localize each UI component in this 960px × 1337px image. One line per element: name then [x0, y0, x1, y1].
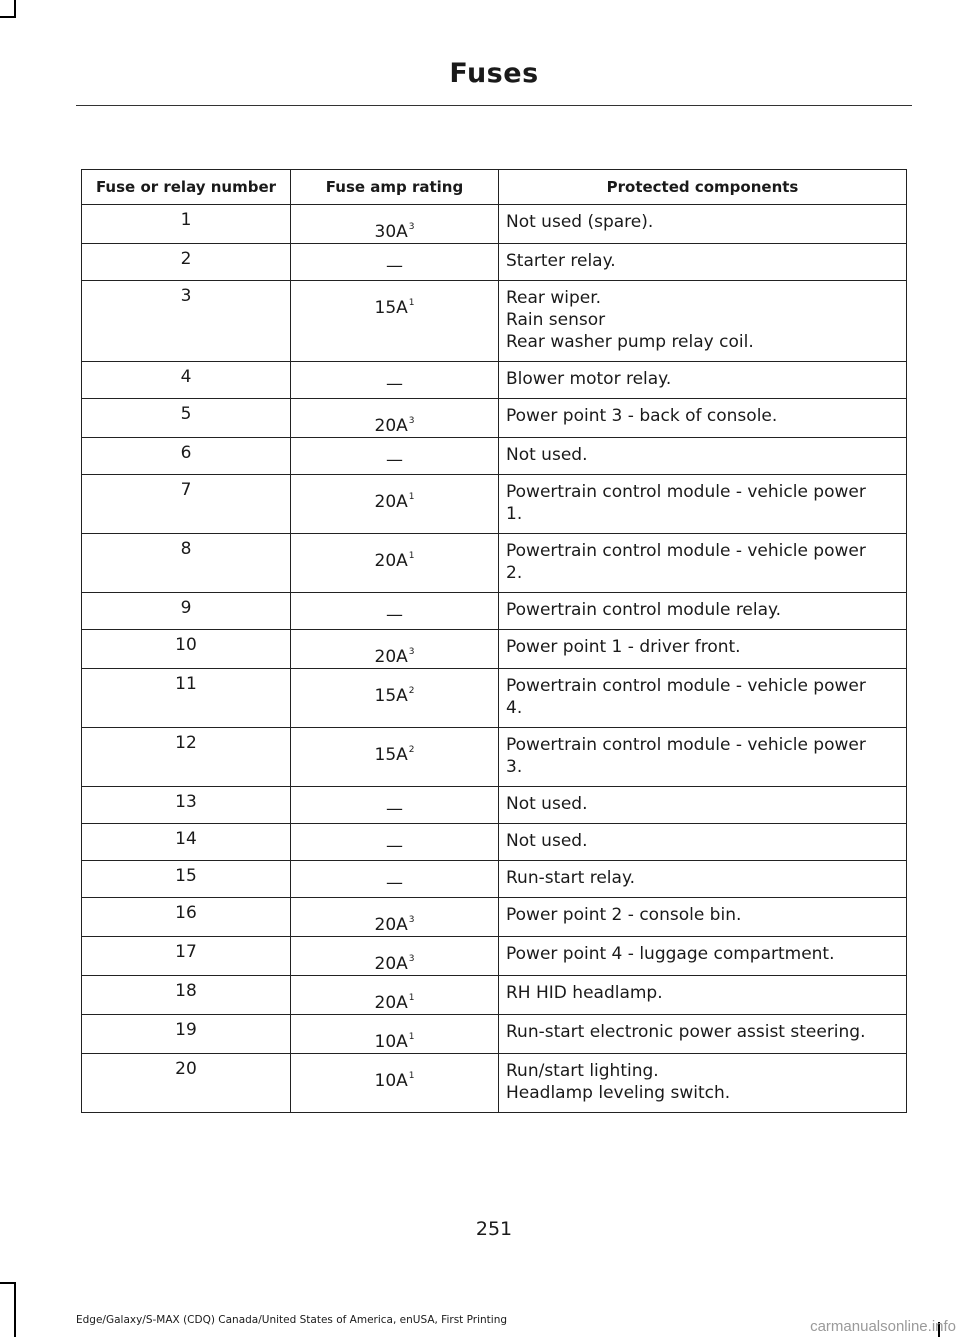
protected-components-cell [499, 593, 907, 630]
fuse-number-cell: 7 [82, 475, 291, 534]
fuse-number-cell: 19 [82, 1015, 291, 1054]
amp-rating-cell [291, 1015, 499, 1054]
crop-mark-top-left-h [0, 16, 16, 18]
amp-rating-value: 20A [374, 993, 408, 1013]
fuse-number-cell: 6 [82, 438, 291, 475]
table-row [82, 669, 907, 728]
amp-rating-cell [291, 244, 499, 281]
fuse-number-cell: 14 [82, 824, 291, 861]
protected-components-cell [499, 630, 907, 669]
component-line: Starter relay. [506, 251, 616, 271]
fuse-number-cell: 12 [82, 728, 291, 787]
crop-mark-bottom-left-h [0, 1282, 16, 1284]
protected-components-cell [499, 281, 907, 362]
amp-rating-value: 15A [374, 686, 408, 706]
fuse-number-cell: 9 [82, 593, 291, 630]
component-line: Not used. [506, 831, 588, 851]
amp-rating-value: — [386, 256, 403, 276]
protected-components-cell [499, 475, 907, 534]
table-row [82, 824, 907, 861]
table-row [82, 976, 907, 1015]
protected-components-cell [499, 362, 907, 399]
footnote-marker: 1 [408, 1032, 415, 1042]
amp-rating-value: 20A [374, 416, 408, 436]
protected-components-cell [499, 728, 907, 787]
fuse-number-cell: 16 [82, 898, 291, 937]
footnote-marker: 1 [408, 298, 415, 308]
amp-rating-value: 20A [374, 915, 408, 935]
protected-components-cell [499, 824, 907, 861]
footnote-marker: 2 [408, 686, 415, 696]
footnote-marker: 3 [408, 954, 415, 964]
column-header-components: Protected components [499, 170, 907, 205]
amp-rating-cell [291, 728, 499, 787]
amp-rating-cell [291, 976, 499, 1015]
amp-rating-value: — [386, 836, 403, 856]
component-line: Rain sensor [506, 310, 606, 330]
footnote-marker: 3 [408, 416, 415, 426]
amp-rating-value: — [386, 799, 403, 819]
protected-components-cell [499, 534, 907, 593]
table-row [82, 898, 907, 937]
protected-components-cell [499, 669, 907, 728]
protected-components-cell [499, 861, 907, 898]
component-line: Powertrain control module - vehicle power [506, 482, 866, 502]
amp-rating-value: 15A [374, 745, 408, 765]
amp-rating-cell [291, 861, 499, 898]
amp-rating-cell [291, 475, 499, 534]
fuse-number-cell: 1 [82, 205, 291, 244]
column-header-number: Fuse or relay number [82, 170, 291, 205]
protected-components-cell [499, 1015, 907, 1054]
amp-rating-value: 10A [374, 1032, 408, 1052]
footnote-marker: 1 [408, 551, 415, 561]
table-row [82, 787, 907, 824]
component-line: Not used. [506, 445, 588, 465]
component-line: Run/start lighting. [506, 1061, 659, 1081]
amp-rating-cell [291, 630, 499, 669]
protected-components-cell [499, 976, 907, 1015]
amp-rating-value: 15A [374, 298, 408, 318]
fuse-number-cell: 8 [82, 534, 291, 593]
fuse-table-body [82, 205, 907, 1113]
amp-rating-cell [291, 898, 499, 937]
amp-rating-cell [291, 438, 499, 475]
protected-components-cell [499, 205, 907, 244]
amp-rating-cell [291, 1054, 499, 1113]
amp-rating-value: — [386, 873, 403, 893]
amp-rating-value: 20A [374, 647, 408, 667]
amp-rating-value: — [386, 374, 403, 394]
fuse-number-cell: 10 [82, 630, 291, 669]
footer-text: Edge/Galaxy/S-MAX (CDQ) Canada/United States of America, enUSA, First Printing [76, 1314, 508, 1326]
amp-rating-cell [291, 937, 499, 976]
fuse-number-cell: 15 [82, 861, 291, 898]
amp-rating-value: 30A [374, 222, 408, 242]
component-line: Power point 2 - console bin. [506, 905, 742, 925]
fuse-number-cell: 5 [82, 399, 291, 438]
component-line: Rear washer pump relay coil. [506, 332, 754, 352]
amp-rating-cell [291, 593, 499, 630]
amp-rating-value: 20A [374, 954, 408, 974]
protected-components-cell [499, 898, 907, 937]
crop-mark-bottom-left [14, 1282, 16, 1337]
protected-components-cell [499, 787, 907, 824]
component-line: Headlamp leveling switch. [506, 1083, 731, 1103]
table-row [82, 861, 907, 898]
column-header-amp: Fuse amp rating [291, 170, 499, 205]
protected-components-cell [499, 244, 907, 281]
table-header-row [82, 170, 907, 205]
footnote-marker: 3 [408, 915, 415, 925]
page-number: 251 [475, 1218, 513, 1240]
amp-rating-cell [291, 534, 499, 593]
page-title: Fuses [449, 58, 539, 89]
component-line: Not used (spare). [506, 212, 654, 232]
component-line: Powertrain control module relay. [506, 600, 782, 620]
fuse-number-cell: 13 [82, 787, 291, 824]
component-line: Powertrain control module - vehicle power [506, 541, 866, 561]
fuse-number-cell: 17 [82, 937, 291, 976]
table-row [82, 244, 907, 281]
amp-rating-value: 10A [374, 1071, 408, 1091]
footnote-marker: 1 [408, 993, 415, 1003]
component-line: Powertrain control module - vehicle power [506, 676, 866, 696]
fuse-number-cell: 2 [82, 244, 291, 281]
amp-rating-cell [291, 205, 499, 244]
amp-rating-cell [291, 669, 499, 728]
fuse-number-cell: 3 [82, 281, 291, 362]
table-row [82, 438, 907, 475]
table-row [82, 534, 907, 593]
amp-rating-value: — [386, 605, 403, 625]
amp-rating-value: 20A [374, 551, 408, 571]
fuse-table [81, 169, 907, 1113]
component-line: 3. [506, 757, 523, 777]
table-row [82, 937, 907, 976]
fuse-number-cell: 4 [82, 362, 291, 399]
footnote-marker: 3 [408, 647, 415, 657]
component-line: Power point 1 - driver front. [506, 637, 741, 657]
component-line: Blower motor relay. [506, 369, 672, 389]
protected-components-cell [499, 399, 907, 438]
watermark-text: carmanualsonline.info [810, 1318, 956, 1335]
component-line: Power point 3 - back of console. [506, 406, 778, 426]
table-row [82, 1054, 907, 1113]
table-row [82, 475, 907, 534]
amp-rating-cell [291, 399, 499, 438]
amp-rating-cell [291, 362, 499, 399]
table-row [82, 281, 907, 362]
table-row [82, 593, 907, 630]
protected-components-cell [499, 937, 907, 976]
amp-rating-cell [291, 787, 499, 824]
component-line: 4. [506, 698, 523, 718]
amp-rating-cell [291, 281, 499, 362]
amp-rating-value: — [386, 450, 403, 470]
footnote-marker: 2 [408, 745, 415, 755]
component-line: 1. [506, 504, 523, 524]
component-line: Powertrain control module - vehicle power [506, 735, 866, 755]
table-row [82, 399, 907, 438]
protected-components-cell [499, 438, 907, 475]
table-row [82, 1015, 907, 1054]
component-line: RH HID headlamp. [506, 983, 663, 1003]
protected-components-cell [499, 1054, 907, 1113]
component-line: Not used. [506, 794, 588, 814]
fuse-number-cell: 11 [82, 669, 291, 728]
component-line: Run-start electronic power assist steering. [506, 1022, 866, 1042]
table-row [82, 205, 907, 244]
table-row [82, 728, 907, 787]
component-line: Run-start relay. [506, 868, 635, 888]
footnote-marker: 1 [408, 492, 415, 502]
table-row [82, 362, 907, 399]
component-line: 2. [506, 563, 523, 583]
component-line: Power point 4 - luggage compartment. [506, 944, 835, 964]
fuse-number-cell: 20 [82, 1054, 291, 1113]
component-line: Rear wiper. [506, 288, 602, 308]
amp-rating-value: 20A [374, 492, 408, 512]
footnote-marker: 1 [408, 1071, 415, 1081]
table-row [82, 630, 907, 669]
amp-rating-cell [291, 824, 499, 861]
footnote-marker: 3 [408, 222, 415, 232]
title-divider [76, 105, 912, 106]
fuse-number-cell: 18 [82, 976, 291, 1015]
